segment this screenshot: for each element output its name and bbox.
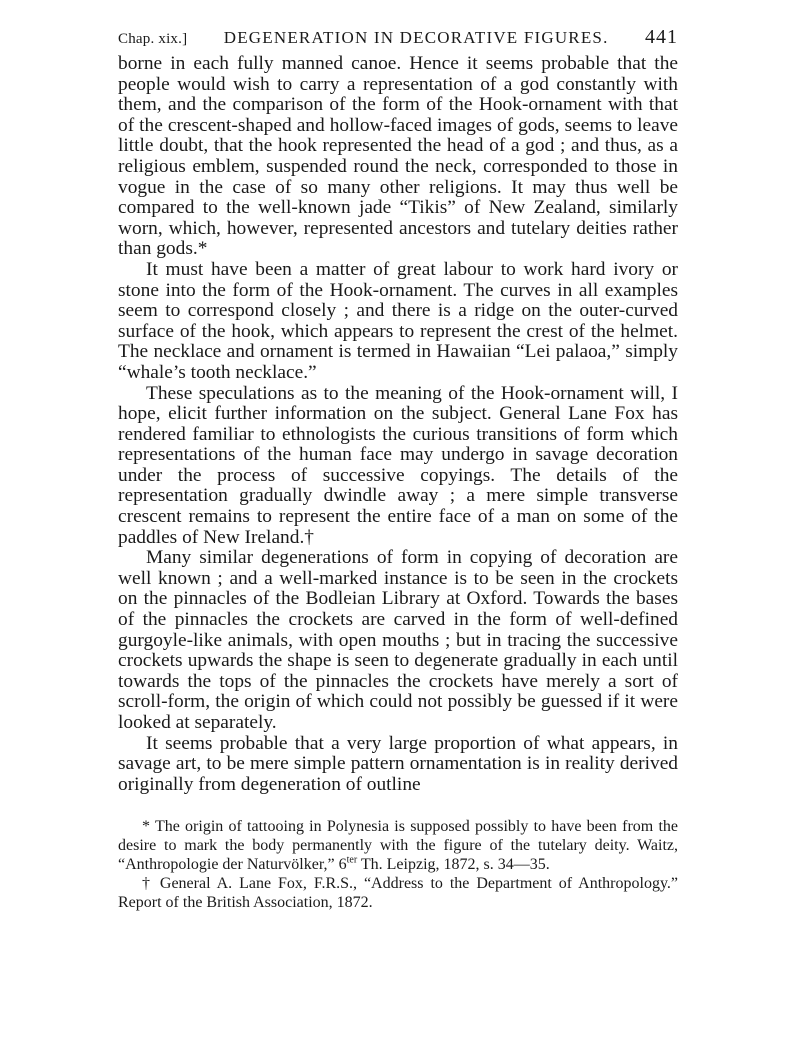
footnote-1-text: * The origin of tattooing in Polynesia is supposed possibly to have been from the desire to mark the body permanently with the figure of the tutelary deity. Waitz, “Anthropologie der Naturvölker,” 6 <box>118 818 678 874</box>
footnote-1 <box>118 817 678 874</box>
body-text <box>118 54 678 795</box>
paragraph-4: Many similar degenerations of form in copying of decoration are well known ; and a well-marked instance is to be seen in the crockets on the pinnacles of the Bodleian Library at Oxford. Towards the bases of the pinnacles the crockets are carved in the form of well-defined gurgoyle-like animals, with open mouths ; but in tracing the successive crockets upwards the shape is seen to degenerate gradually in each until towards the tops of the pinnacles the crockets have merely a sort of scroll-form, the origin of which could not possibly be guessed if it were looked at separately. <box>118 547 678 733</box>
running-head <box>118 20 678 54</box>
running-title: DEGENERATION IN DECORATIVE FIGURES. <box>223 28 609 47</box>
paragraph-2: It must have been a matter of great labour to work hard ivory or stone into the form of the Hook-ornament. The curves in all examples seem to correspond closely ; and there is a ridge on the outer-curved surface of the hook, which appears to represent the crest of the helmet. The necklace and ornament is termed in Hawaiian “Lei palaoa,” simply “whale’s tooth necklace.” <box>118 258 678 383</box>
chapter-label: Chap. xix.] <box>118 31 188 47</box>
footnote-1-tail: Th. Leipzig, 1872, s. 34—35. <box>357 856 550 874</box>
footnote-1-superscript: ter <box>346 855 358 867</box>
paragraph-5: It seems probable that a very large proportion of what appears, in savage art, to be mere simple pattern ornamentation is in reality derived originally from degeneration of outline <box>118 732 678 795</box>
footnote-2: † General A. Lane Fox, F.R.S., “Address to the Department of Anthropology.” Report of the British Association, 1872. <box>118 875 678 912</box>
paragraph-1: borne in each fully manned canoe. Hence it seems probable that the people would wish to carry a representation of a god constantly with them, and the comparison of the form of the Hook-ornament with that of the crescent-shaped and hollow-faced images of gods, seems to leave little doubt, that the hook represented the head of a god ; and thus, as a religious emblem, suspended round the neck, corresponded to those in vogue in the case of so many other religions. It may thus well be compared to the well-known jade “Tikis” of New Zealand, similarly worn, which, however, represented ancestors and tutelary deities rather than gods.* <box>118 53 678 260</box>
footnotes <box>118 817 678 912</box>
paragraph-3: These speculations as to the meaning of the Hook-ornament will, I hope, elicit further information on the subject. General Lane Fox has rendered familiar to ethnologists the curious transitions of form which representations of the human face may undergo in savage decoration under the process of successive copyings. The details of the representation gradually dwindle away ; a mere simple transverse crescent remains to represent the entire face of a man on some of the paddles of New Ireland.† <box>118 382 678 548</box>
page-number: 441 <box>645 26 678 48</box>
book-page <box>118 20 678 912</box>
